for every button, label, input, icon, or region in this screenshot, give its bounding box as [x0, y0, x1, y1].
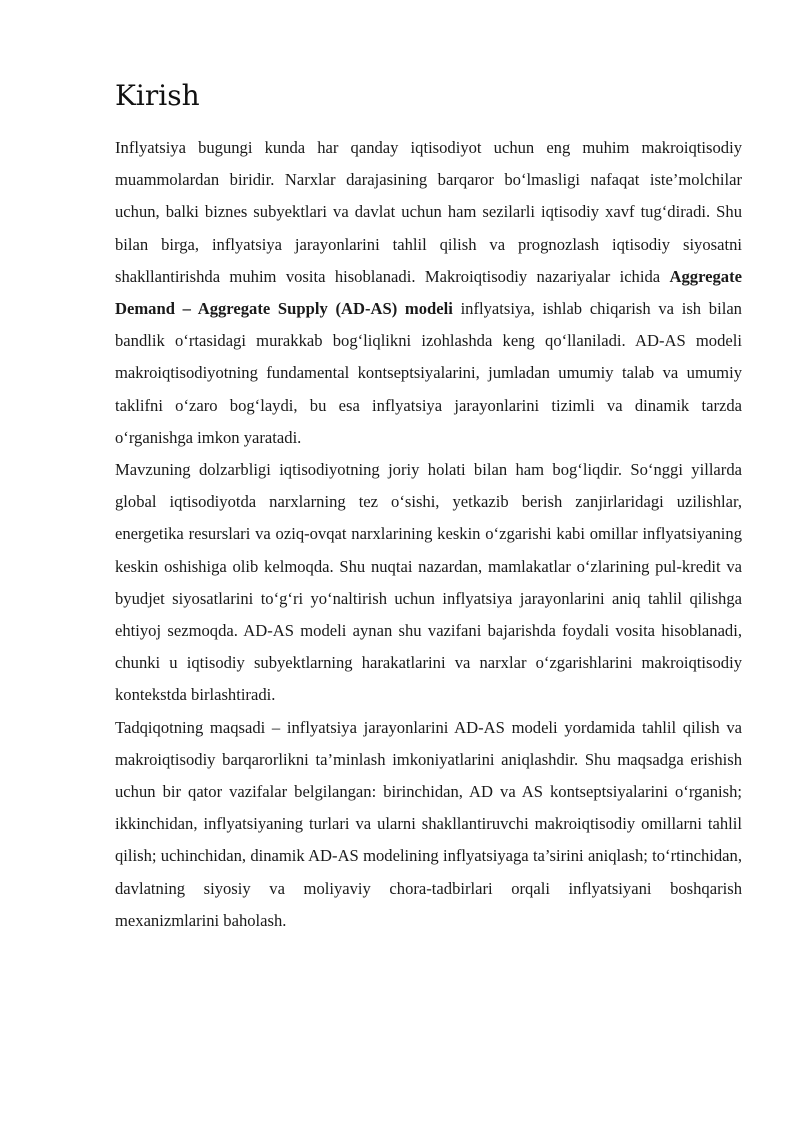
paragraph-text: Inflyatsiya bugungi kunda har qanday iqtisodiyot uchun eng muhim makroiqtisodiy muammolardan biridir. Narxlar darajasining barqaror bo‘lmasligi nafaqat iste’molchilar uchun, balki biznes subyektlari va davlat uchun ham sezilarli iqtisodiy xavf tug‘diradi. Shu bilan birga, inflyatsiya jarayonlarini tahlil qilish va prognozlash iqtisodiy siyosatni shakllantirishda muhim vosita hisoblanadi. Makroiqtisodiy nazariyalar ichida [115, 138, 742, 286]
section-heading: Kirish [115, 79, 200, 112]
document-page [115, 78, 742, 937]
paragraph-text: inflyatsiya, ishlab chiqarish va ish bilan bandlik o‘rtasidagi murakkab bog‘liqlikni izohlashda keng qo‘llaniladi. AD-AS modeli makroiqtisodiyotning fundamental kontseptsiyalarini, jumladan umumiy talab va umumiy taklifni o‘zaro bog‘laydi, bu esa inflyatsiya jarayonlarini tizimli va dinamik tarzda o‘rganishga imkon yaratadi. [115, 299, 742, 447]
paragraph-relevance: Mavzuning dolzarbligi iqtisodiyotning joriy holati bilan ham bog‘liqdir. So‘nggi yillarda global iqtisodiyotda narxlarning tez o‘sishi, yetkazib berish zanjirlaridagi uzilishlar, energetika resurslari va oziq-ovqat narxlarining keskin o‘zgarishi kabi omillar inflyatsiyaning keskin oshishiga olib kelmoqda. Shu nuqtai nazardan, mamlakatlar o‘zlarining pul-kredit va byudjet siyosatlarini to‘g‘ri yo‘naltirish uchun inflyatsiya jarayonlarini aniq tahlil qilishga ehtiyoj sezmoqda. AD-AS modeli aynan shu vazifani bajarishda foydali vosita hisoblanadi, chunki u iqtisodiy subyektlarning harakatlarini va narxlar o‘zgarishlarini makroiqtisodiy kontekstda birlashtiradi. [115, 460, 742, 705]
paragraph-research-goal: Tadqiqotning maqsadi – inflyatsiya jarayonlarini AD-AS modeli yordamida tahlil qilish va makroiqtisodiy barqarorlikni ta’minlash imkoniyatlarini aniqlashdir. Shu maqsadga erishish uchun bir qator vazifalar belgilangan: birinchidan, AD va AS kontseptsiyalarini o‘rganish; ikkinchidan, inflyatsiyaning turlari va ularni shakllantiruvchi makroiqtisodiy omillarni tahlil qilish; uchinchidan, dinamik AD-AS modelining inflyatsiyaga ta’sirini aniqlash; to‘rtinchidan, davlatning siyosiy va moliyaviy chora-tadbirlari orqali inflyatsiyani boshqarish mexanizmlarini baholash. [115, 717, 742, 930]
paragraph-introduction [115, 132, 742, 454]
bold-model-name: Aggregate Demand – Aggregate Supply (AD-AS) modeli [115, 266, 742, 319]
